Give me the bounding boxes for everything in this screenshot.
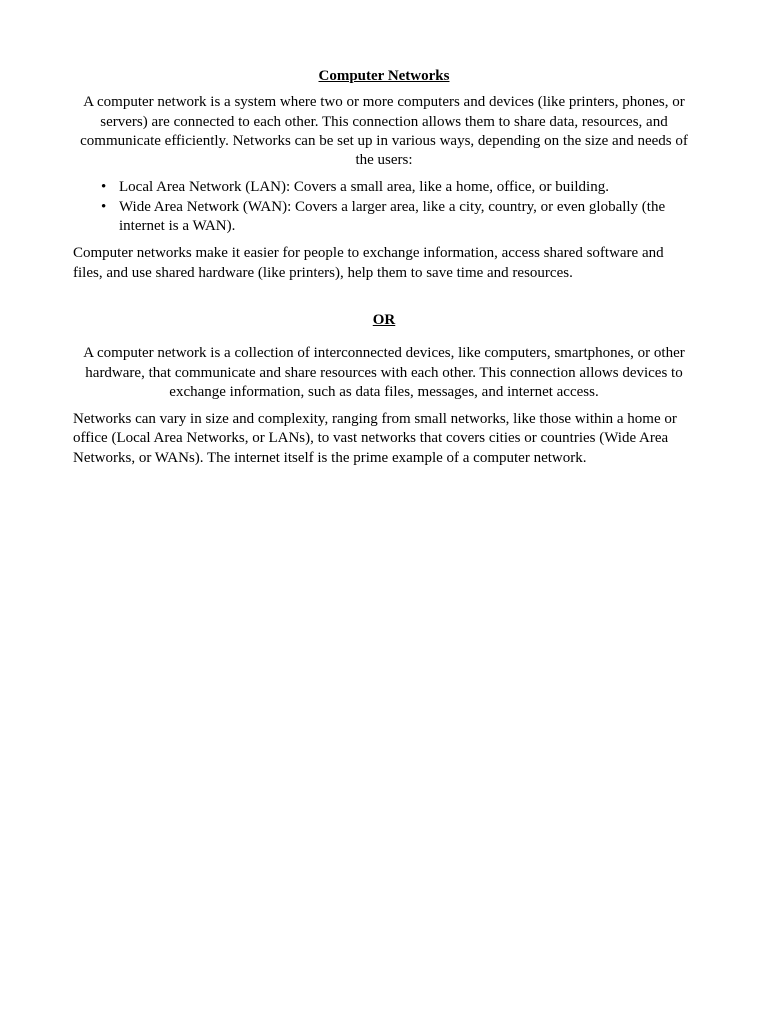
- network-types-list: [73, 178, 695, 236]
- intro-paragraph: A computer network is a system where two or more computers and devices (like printers, phones, or servers) are connected to each other. This connection allows them to share data, resources, and communicate efficiently. Networks can be set up in various ways, depending on the size and needs of the users:: [80, 94, 688, 169]
- closing-paragraph: Computer networks make it easier for people to exchange information, access shared software and files, and use shared hardware (like printers), help them to save time and resources.: [73, 245, 664, 281]
- alt-intro-paragraph: A computer network is a collection of interconnected devices, like computers, smartphones, or other hardware, that communicate and share resources with each other. This connection allows devices to exchange information, such as data files, messages, and internet access.: [83, 345, 685, 400]
- or-heading: OR: [372, 311, 396, 328]
- bullet-icon: •: [101, 198, 107, 215]
- list-item-text: Wide Area Network (WAN): Covers a larger area, like a city, country, or even globally (the internet is a WAN).: [119, 198, 666, 235]
- alt-closing-paragraph: Networks can vary in size and complexity, ranging from small networks, like those within a home or office (Local Area Networks, or LANs), to vast networks that covers cities or countries (Wide Area Networks, or WANs). The internet itself is the prime example of a computer network.: [73, 411, 677, 466]
- list-item-text: Local Area Network (LAN): Covers a small area, like a home, office, or building.: [119, 179, 609, 196]
- document-title: Computer Networks: [318, 68, 450, 84]
- bullet-icon: •: [101, 179, 107, 196]
- list-item: [101, 178, 695, 197]
- list-item: [101, 198, 695, 237]
